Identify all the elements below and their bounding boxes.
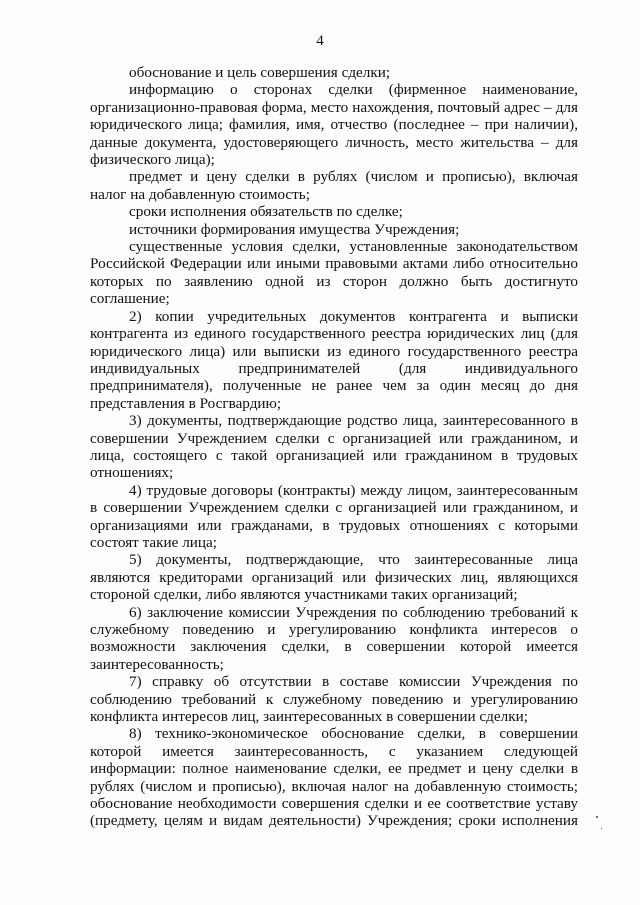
paragraph: 6) заключение комиссии Учреждения по соблюдению требований к служебному поведению и урегулированию конфликта интересов о возможности заключения сделки, в совершении которой имеется заинтересованность; <box>90 603 578 673</box>
paragraph: 7) справку об отсутствии в составе комиссии Учреждения по соблюдению требований к служебному поведению и урегулированию конфликта интересов лиц, заинтересованных в совершении сделки; <box>90 673 578 726</box>
paragraph: 3) документы, подтверждающие родство лица, заинтересованного в совершении Учреждением сделки с организацией или гражданином, и лица, состоящего с такой организацией или гражданином в трудовых отношениях; <box>90 412 578 482</box>
paragraph: существенные условия сделки, установленные законодательством Российской Федерации или иными правовыми актами либо относительно которых по заявлению одной из сторон должно быть достигнуто соглашение; <box>90 238 578 308</box>
paragraph: 2) копии учредительных документов контрагента и выписки контрагента из единого государственного реестра юридических лиц (для юридического лица) или выписки из единого государственного реестра индивидуальных предпринимателей (для индивидуального предпринимателя), полученные не ранее чем за один месяц до дня представления в Росгвардию; <box>90 307 578 412</box>
paragraph: обоснование и цель совершения сделки; <box>129 64 391 81</box>
scan-speck <box>601 828 602 829</box>
paragraph: источники формирования имущества Учреждения; <box>129 220 460 238</box>
scan-speck <box>596 816 598 818</box>
document-body <box>90 64 578 830</box>
paragraph: 8) технико-экономическое обоснование сделки, в совершении которой имеется заинтересованность, с указанием следующей информации: полное наименование сделки, ее предмет и цену сделки в рублях (числом и прописью), включая налог на добавленную стоимость; обоснование необходимости совершения сделки и ее соответствие уставу (предмету, целям и видам деятельности) Учреждения; сроки исполнения <box>90 725 578 830</box>
paragraph: 5) документы, подтверждающие, что заинтересованные лица являются кредиторами организаций или физических лиц, являющихся стороной сделки, либо являются участниками таких организаций; <box>90 551 578 604</box>
page-number: 4 <box>316 33 324 49</box>
paragraph: сроки исполнения обязательств по сделке; <box>129 203 403 221</box>
paragraph: 4) трудовые договоры (контракты) между лицом, заинтересованным в совершении Учреждением сделки с организацией или гражданином, и организациями или гражданами, в трудовых отношениях с которыми состоят такие лица; <box>90 481 578 551</box>
paragraph: предмет и цену сделки в рублях (числом и прописью), включая налог на добавленную стоимость; <box>90 168 578 203</box>
paragraph: информацию о сторонах сделки (фирменное наименование, организационно-правовая форма, место нахождения, почтовый адрес – для юридического лица; фамилия, имя, отчество (последнее – при наличии), данные документа, удостоверяющего личность, место жительства – для физического лица); <box>90 81 578 169</box>
